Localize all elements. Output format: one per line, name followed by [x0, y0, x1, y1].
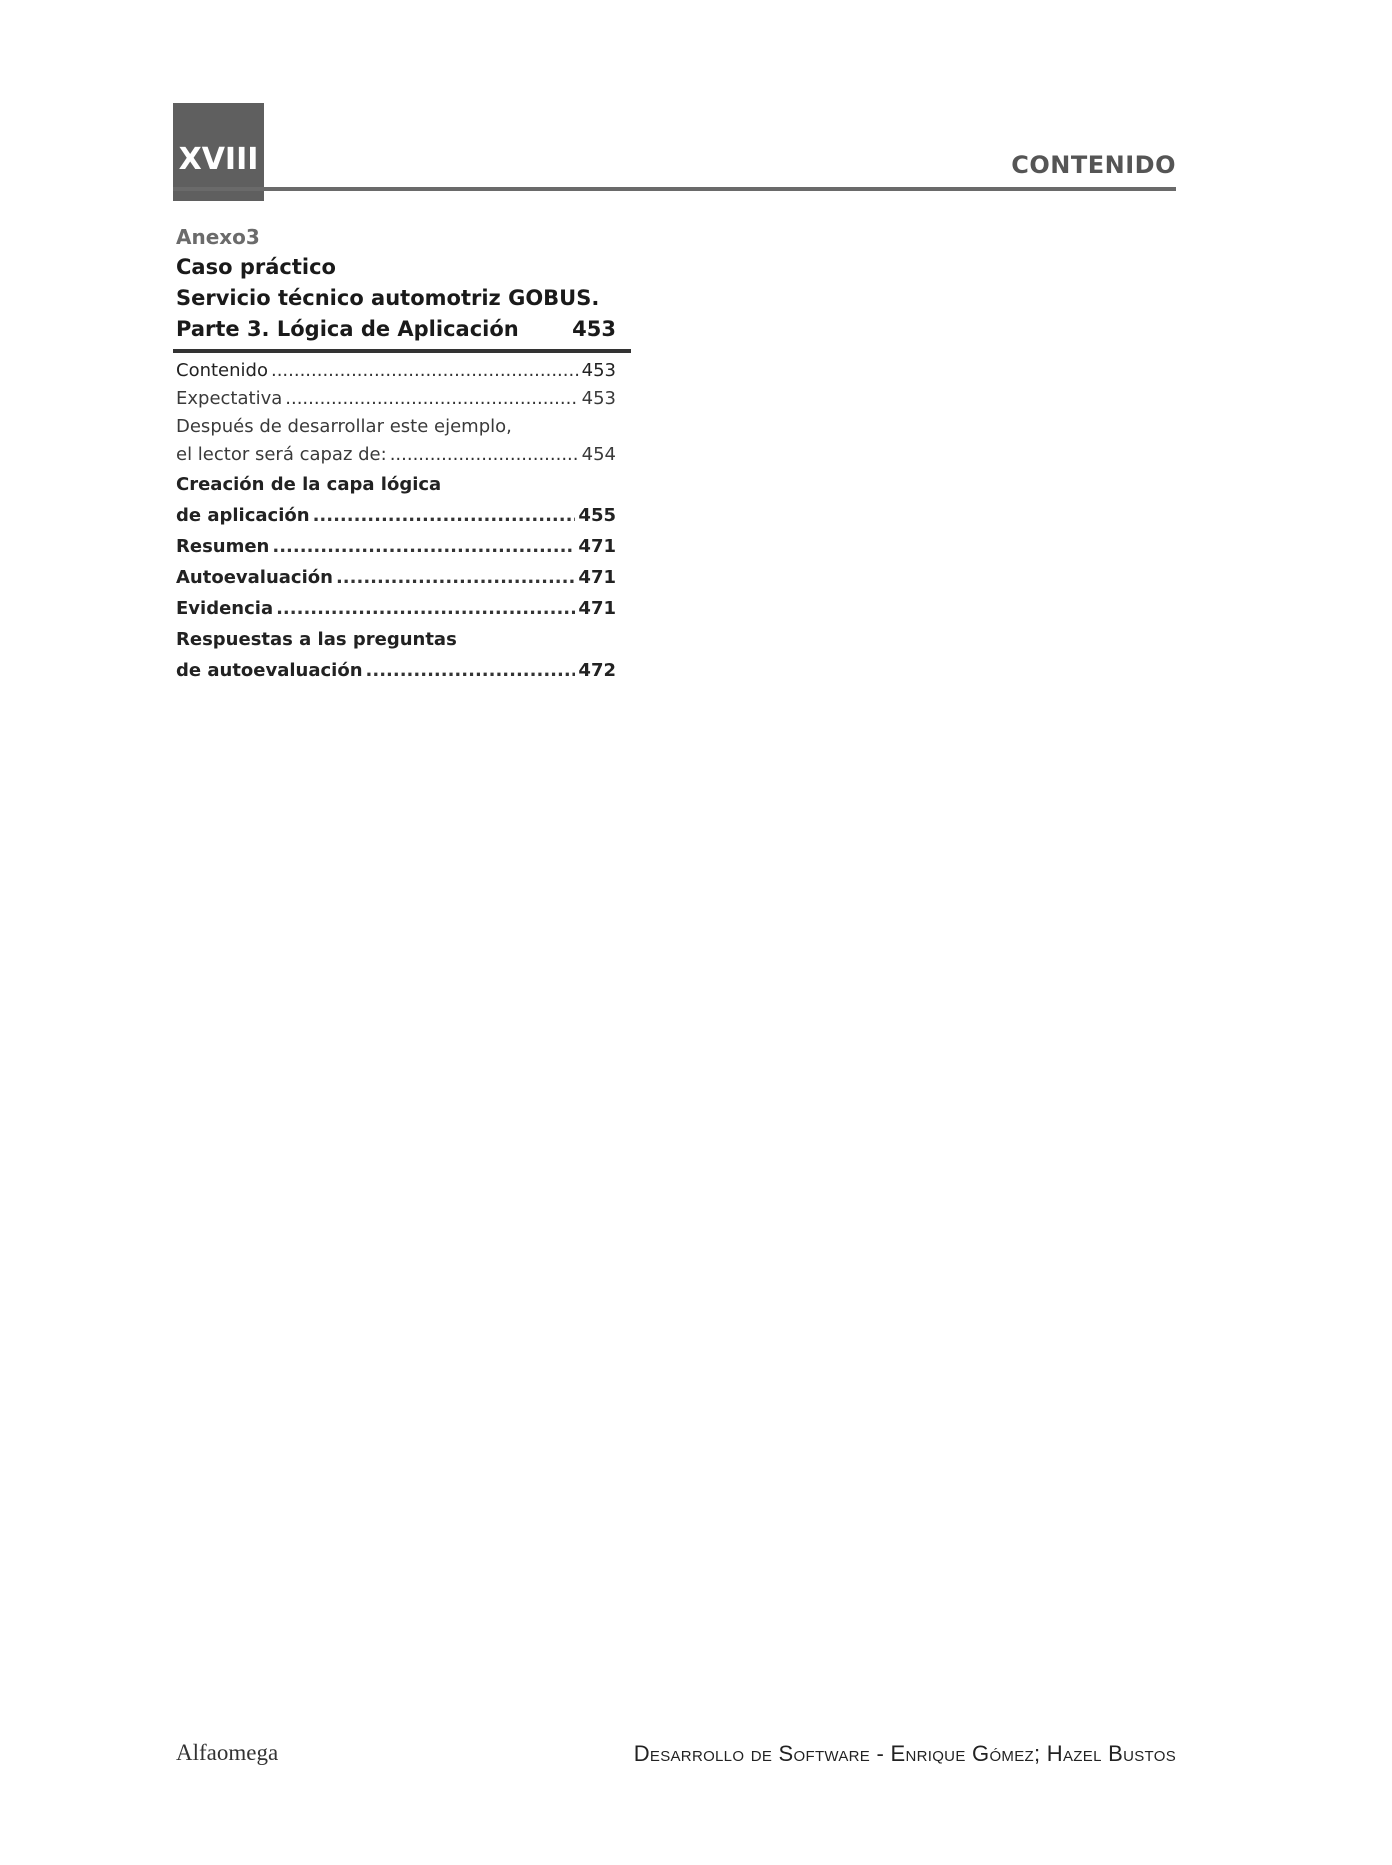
annex-heading — [176, 222, 616, 345]
page-number: XVIII — [178, 142, 259, 177]
toc-entry-line — [176, 441, 616, 469]
toc-entry-text: Expectativa — [176, 388, 283, 409]
toc-entry — [176, 624, 616, 686]
annex-title-line-3 — [176, 314, 616, 345]
toc-entry-line — [176, 531, 616, 562]
toc-entry-page: 472 — [578, 660, 616, 681]
toc-entry-page: 453 — [581, 360, 616, 381]
toc-entry — [176, 562, 616, 593]
toc-entry-page: 471 — [578, 567, 616, 588]
toc-entry-page: 471 — [578, 536, 616, 557]
toc-entry-line — [176, 413, 616, 441]
toc-entry — [176, 593, 616, 624]
toc-entry-text: Después de desarrollar este ejemplo, — [176, 416, 512, 437]
toc-dot-leader — [336, 562, 575, 593]
toc-entry-text: de aplicación — [176, 505, 310, 526]
toc-entry-line — [176, 593, 616, 624]
toc-dot-leader — [390, 441, 579, 469]
toc-entry-line — [176, 624, 616, 655]
toc-dot-leader — [272, 531, 575, 562]
toc-entry-text: Autoevaluación — [176, 567, 333, 588]
toc-entry — [176, 357, 616, 385]
footer-book-credit: Desarrollo de Software - Enrique Gómez; Hazel Bustos — [633, 1741, 1176, 1766]
toc-entry-line — [176, 357, 616, 385]
footer-publisher: Alfaomega — [176, 1740, 279, 1765]
toc-entry-line — [176, 655, 616, 686]
toc-entry-text: Evidencia — [176, 598, 274, 619]
toc-entry-text: Respuestas a las preguntas — [176, 629, 457, 650]
toc-dot-leader — [366, 655, 576, 686]
toc-entry-text: Contenido — [176, 360, 268, 381]
toc-entry-text: Resumen — [176, 536, 270, 557]
toc-entry-page: 471 — [578, 598, 616, 619]
annex-title-line-1: Caso práctico — [176, 255, 336, 279]
toc-entry-page: 453 — [581, 388, 616, 409]
toc-entry — [176, 531, 616, 562]
toc-entry-line — [176, 469, 616, 500]
toc-dot-leader — [271, 357, 579, 385]
annex-page-number: 453 — [572, 317, 616, 341]
toc-dot-leader — [285, 385, 578, 413]
toc-entry-text: de autoevaluación — [176, 660, 363, 681]
toc-entry-page: 455 — [578, 505, 616, 526]
section-title: CONTENIDO — [1011, 151, 1176, 179]
toc-entry-text: el lector será capaz de: — [176, 444, 387, 465]
toc-dot-leader — [276, 593, 575, 624]
table-of-contents — [176, 357, 616, 686]
toc-entry — [176, 413, 616, 469]
annex-title-text: Parte 3. Lógica de Aplicación — [176, 317, 519, 341]
toc-dot-leader — [313, 500, 576, 531]
toc-entry-line — [176, 500, 616, 531]
annex-divider — [173, 349, 631, 353]
annex-title-line-2: Servicio técnico automotriz GOBUS. — [176, 286, 600, 310]
toc-entry-line — [176, 562, 616, 593]
toc-entry-line — [176, 385, 616, 413]
toc-entry-page: 454 — [581, 444, 616, 465]
header-divider — [173, 187, 1176, 191]
toc-entry — [176, 469, 616, 531]
annex-label: Anexo3 — [176, 225, 260, 249]
toc-entry — [176, 385, 616, 413]
toc-entry-text: Creación de la capa lógica — [176, 474, 442, 495]
